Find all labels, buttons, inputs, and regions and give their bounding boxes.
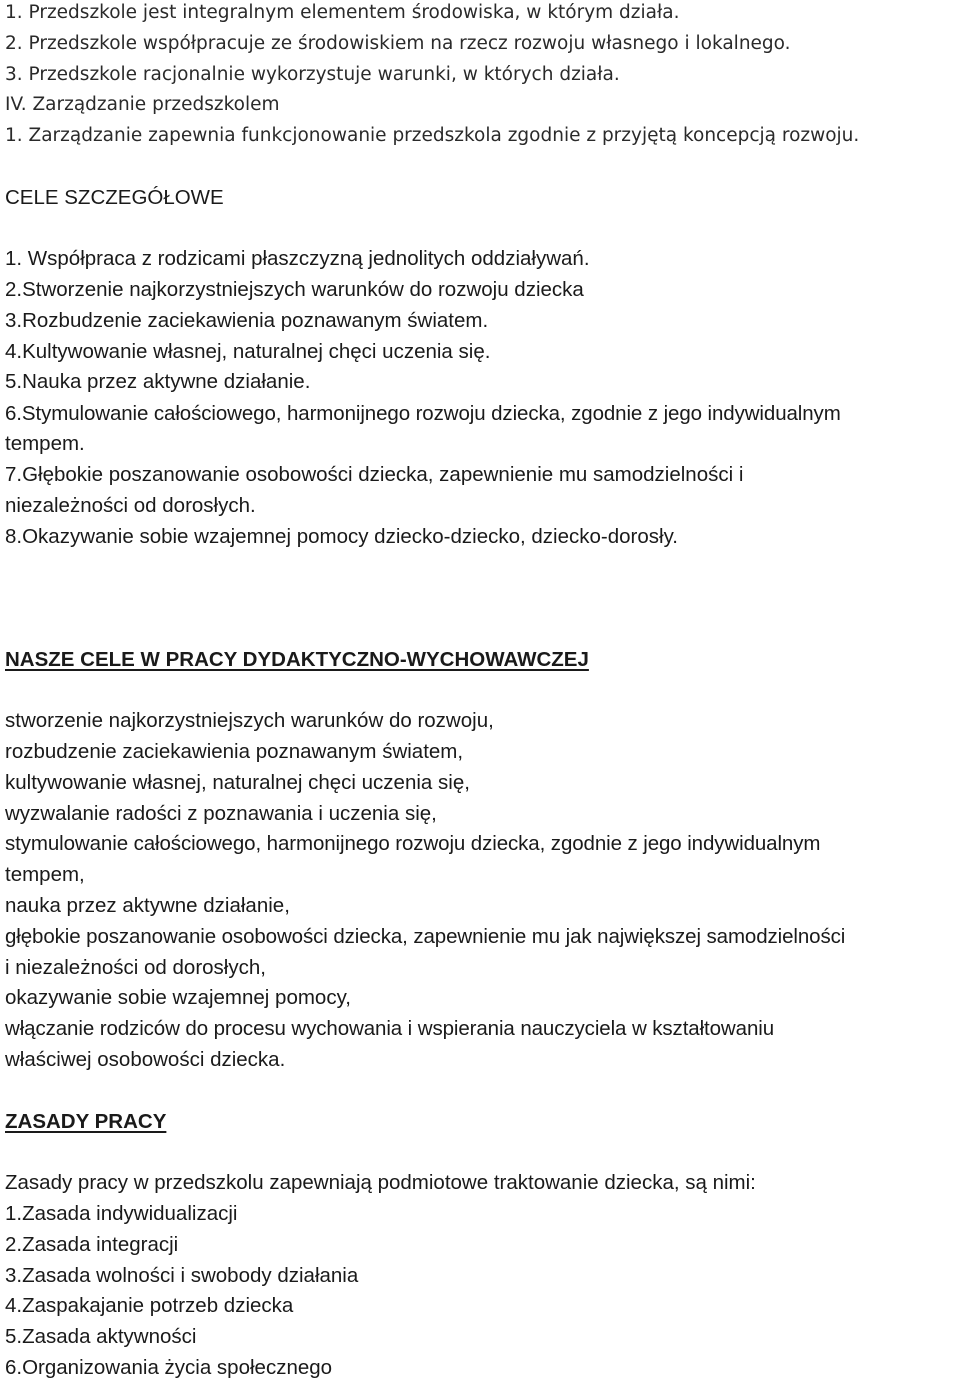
list-item: okazywanie sobie wzajemnej pomocy, — [5, 986, 352, 1009]
list-item: 6.Organizowania życia społecznego — [5, 1356, 333, 1379]
intro-line: IV. Zarządzanie przedszkolem — [5, 94, 280, 115]
list-item: 3.Zasada wolności i swobody działania — [5, 1264, 359, 1287]
list-item-continuation: tempem. — [5, 432, 85, 455]
section-heading-zasady-pracy: ZASADY PRACY — [5, 1110, 167, 1133]
list-item: 1.Zasada indywidualizacji — [5, 1202, 238, 1225]
list-item: 4.Kultywowanie własnej, naturalnej chęci uczenia się. — [5, 340, 491, 363]
intro-line: 3. Przedszkole racjonalnie wykorzystuje warunki, w których działa. — [5, 64, 620, 85]
list-item: włączanie rodziców do procesu wychowania i wspierania nauczyciela w kształtowaniu — [5, 1017, 774, 1040]
list-item: 2.Zasada integracji — [5, 1233, 179, 1256]
list-item: 5.Zasada aktywności — [5, 1325, 197, 1348]
list-item: 1. Współpraca z rodzicami płaszczyzną jednolitych oddziaływań. — [5, 247, 590, 270]
list-item: 8.Okazywanie sobie wzajemnej pomocy dziecko-dziecko, dziecko-dorosły. — [5, 525, 678, 548]
list-item: 2.Stworzenie najkorzystniejszych warunków do rozwoju dziecka — [5, 278, 584, 301]
section-intro: Zasady pracy w przedszkolu zapewniają podmiotowe traktowanie dziecka, są nimi: — [5, 1171, 756, 1194]
list-item: 4.Zaspakajanie potrzeb dziecka — [5, 1294, 294, 1317]
intro-line: 1. Przedszkole jest integralnym elementem środowiska, w którym działa. — [5, 2, 680, 23]
list-item: 7.Głębokie poszanowanie osobowości dziecka, zapewnienie mu samodzielności i — [5, 463, 744, 486]
list-item: nauka przez aktywne działanie, — [5, 894, 290, 917]
list-item: stymulowanie całościowego, harmonijnego rozwoju dziecka, zgodnie z jego indywidualnym — [5, 832, 821, 855]
list-item-continuation: i niezależności od dorosłych, — [5, 956, 266, 979]
list-item: rozbudzenie zaciekawienia poznawanym światem, — [5, 740, 464, 763]
list-item: 5.Nauka przez aktywne działanie. — [5, 370, 311, 393]
list-item: kultywowanie własnej, naturalnej chęci uczenia się, — [5, 771, 470, 794]
intro-line: 2. Przedszkole współpracuje ze środowiskiem na rzecz rozwoju własnego i lokalnego. — [5, 33, 791, 54]
intro-line: 1. Zarządzanie zapewnia funkcjonowanie przedszkola zgodnie z przyjętą koncepcją rozwoju. — [5, 125, 860, 146]
list-item: stworzenie najkorzystniejszych warunków do rozwoju, — [5, 709, 494, 732]
list-item-continuation: niezależności od dorosłych. — [5, 494, 256, 517]
list-item: wyzwalanie radości z poznawania i uczenia się, — [5, 802, 437, 825]
list-item: 6.Stymulowanie całościowego, harmonijnego rozwoju dziecka, zgodnie z jego indywidualnym — [5, 402, 841, 425]
section-heading-nasze-cele: NASZE CELE W PRACY DYDAKTYCZNO-WYCHOWAWCZEJ — [5, 648, 589, 671]
list-item: głębokie poszanowanie osobowości dziecka, zapewnienie mu jak największej samodzielności — [5, 925, 846, 948]
section-heading-cele-szczegolowe: CELE SZCZEGÓŁOWE — [5, 186, 224, 209]
list-item: 3.Rozbudzenie zaciekawienia poznawanym światem. — [5, 309, 489, 332]
list-item-continuation: tempem, — [5, 863, 85, 886]
list-item-continuation: właściwej osobowości dziecka. — [5, 1048, 286, 1071]
